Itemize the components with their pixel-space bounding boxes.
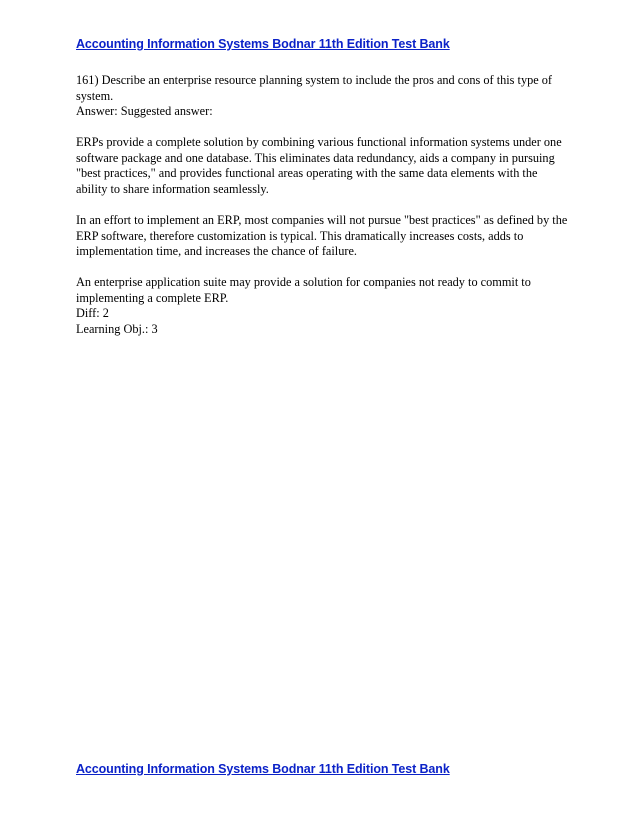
header-title-link[interactable]: Accounting Information Systems Bodnar 11th Edition Test Bank [76,37,450,51]
spacer [76,120,568,135]
spacer [76,260,568,275]
question-text: 161) Describe an enterprise resource planning system to include the pros and cons of this type of system. [76,73,553,103]
answer-paragraph-1: ERPs provide a complete solution by combining various functional information systems under one software package and one database. This eliminates data redundancy, aids a company in pursuing "best practices," and provides functional areas operating with the same data elements with the ability to share information seamlessly. [76,135,562,196]
answer-label: Answer: Suggested answer: [76,104,213,119]
difficulty-label: Diff: 2 [76,306,109,321]
answer-paragraph-3: An enterprise application suite may provide a solution for companies not ready to commit to implementing a complete ERP. [76,275,531,305]
spacer [76,198,568,213]
footer-title-link[interactable]: Accounting Information Systems Bodnar 11th Edition Test Bank [76,762,450,776]
learning-objective-label: Learning Obj.: 3 [76,321,158,336]
answer-paragraph-2: In an effort to implement an ERP, most companies will not pursue "best practices" as defined by the ERP software, therefore customization is typical. This dramatically increases costs, adds to implementation time, and increases the chance of failure. [76,212,568,259]
question-content [76,73,568,337]
